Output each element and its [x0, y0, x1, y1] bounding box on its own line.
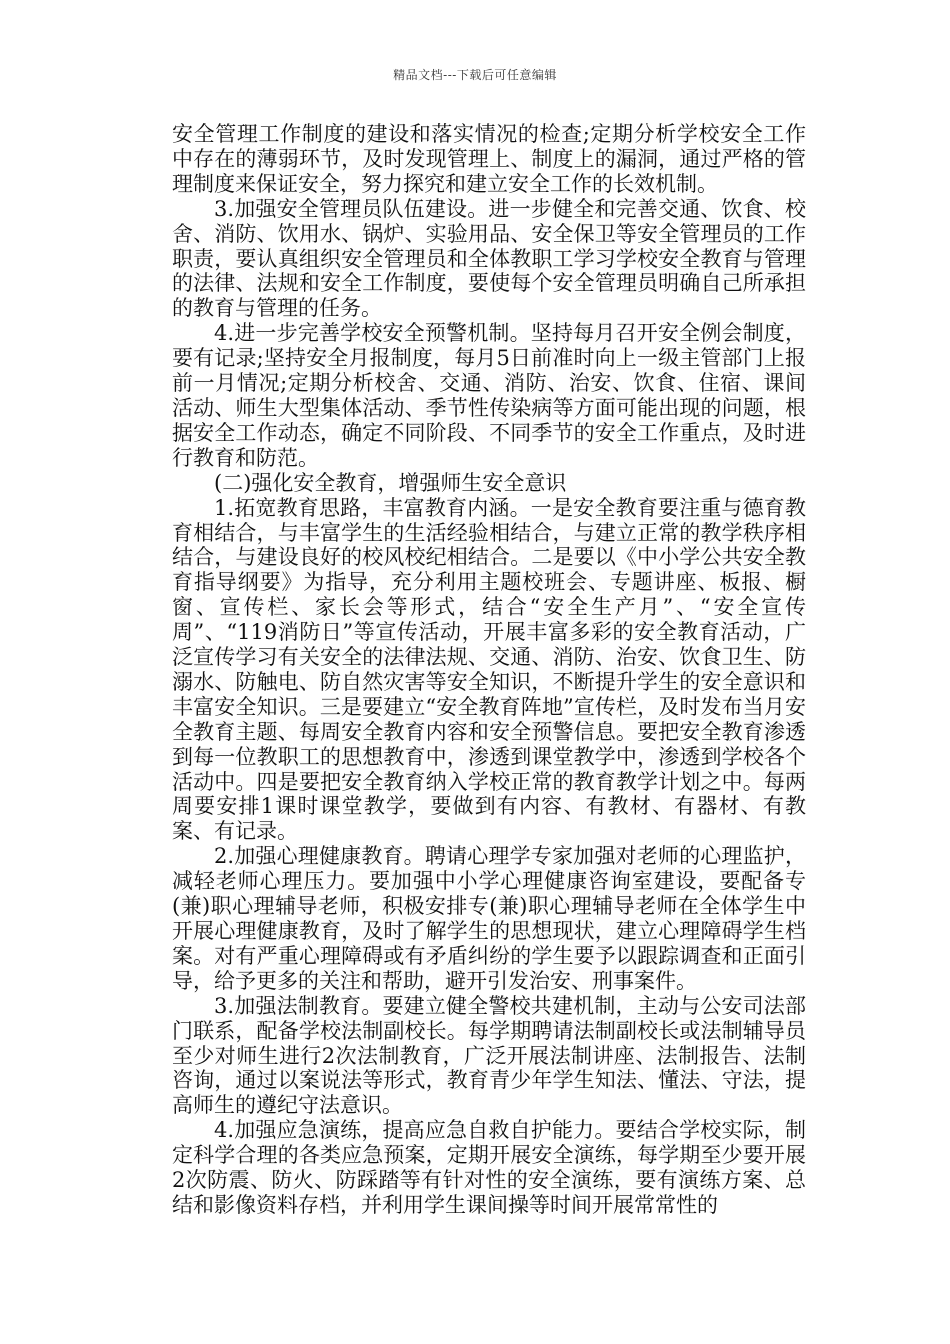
paragraph-continuation: 安全管理工作制度的建设和落实情况的检查;定期分析学校安全工作中存在的薄弱环节，及时发现管理上、制度上的漏洞，通过严格的管理制度来保证安全，努力探究和建立安全工作的长效机制。 [172, 122, 806, 196]
paragraph-item-3-legal: 3.加强法制教育。要建立健全警校共建机制，主动与公安司法部门联系，配备学校法制副校长。每学期聘请法制副校长或法制辅导员至少对师生进行2次法制教育，广泛开展法制讲座、法制报告、法制咨询，通过以案说法等形式，教育青少年学生知法、懂法、守法，提高师生的遵纪守法意识。 [172, 993, 806, 1118]
paragraph-item-4-warning: 4.进一步完善学校安全预警机制。坚持每月召开安全例会制度，要有记录;坚持安全月报制度，每月5日前准时向上一级主管部门上报前一月情况;定期分析校舍、交通、消防、治安、饮食、住宿、课间活动、师生大型集体活动、季节性传染病等方面可能出现的问题，根据安全工作动态，确定不同阶段、不同季节的安全工作重点，及时进行教育和防范。 [172, 321, 806, 470]
paragraph-item-2-mental-health: 2.加强心理健康教育。聘请心理学专家加强对老师的心理监护，减轻老师心理压力。要加强中小学心理健康咨询室建设，要配备专(兼)职心理辅导老师，积极安排专(兼)职心理辅导老师在全体学生中开展心理健康教育，及时了解学生的思想现状，建立心理障碍学生档案。对有严重心理障碍或有矛盾纠纷的学生要予以跟踪调查和正面引导，给予更多的关注和帮助，避开引发治安、刑事案件。 [172, 844, 806, 993]
paragraph-item-1-ideas: 1.拓宽教育思路，丰富教育内涵。一是安全教育要注重与德育教育相结合，与丰富学生的生活经验相结合，与建立正常的教学秩序相结合，与建设良好的校风校纪相结合。二是要以《中小学公共安全教育指导纲要》为指导，充分利用主题校班会、专题讲座、板报、橱窗、宣传栏、家长会等形式，结合“安全生产月”、“安全宣传周”、“119消防日”等宣传活动，开展丰富多彩的安全教育活动，广泛宣传学习有关安全的法律法规、交通、消防、治安、饮食卫生、防溺水、防触电、防自然灾害等安全知识，不断提升学生的安全意识和丰富安全知识。三是要建立“安全教育阵地”宣传栏，及时发布当月安全教育主题、每周安全教育内容和安全预警信息。要把安全教育渗透到每一位教职工的思想教育中，渗透到课堂教学中，渗透到学校各个活动中。四是要把安全教育纳入学校正常的教育教学计划之中。每两周要安排1课时课堂教学，要做到有内容、有教材、有器材、有教案、有记录。 [172, 495, 806, 844]
paragraph-item-4-drills: 4.加强应急演练，提高应急自救自护能力。要结合学校实际，制定科学合理的各类应急预案，定期开展安全演练，每学期至少要开展2次防震、防火、防踩踏等有针对性的安全演练，要有演练方案、总结和影像资料存档，并利用学生课间操等时间开展常常性的 [172, 1118, 806, 1217]
page-header: 精品文档---下载后可任意编辑 [393, 68, 557, 82]
paragraph-item-3-staff: 3.加强安全管理员队伍建设。进一步健全和完善交通、饮食、校舍、消防、饮用水、锅炉、实验用品、安全保卫等安全管理员的工作职责，要认真组织安全管理员和全体教职工学习学校安全教育与管理的法律、法规和安全工作制度，要使每个安全管理员明确自己所承担的教育与管理的任务。 [172, 196, 806, 321]
document-body [172, 122, 806, 1218]
section-heading-education: (二)强化安全教育，增强师生安全意识 [214, 470, 567, 495]
